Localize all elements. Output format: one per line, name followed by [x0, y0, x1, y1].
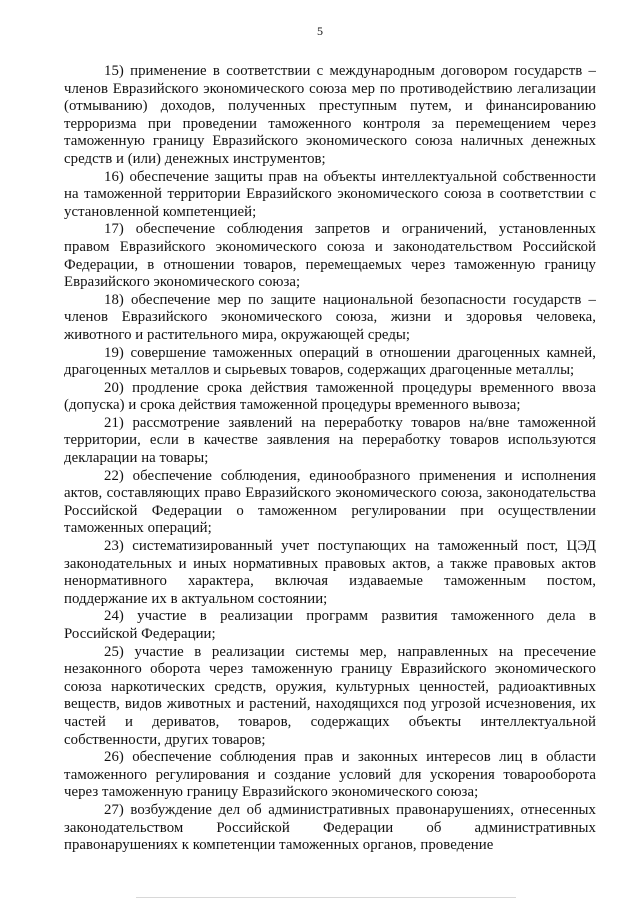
document-body	[64, 63, 596, 855]
list-item-19: 19) совершение таможенных операций в отношении драгоценных камней, драгоценных металлов и сырьевых товаров, содержащих драгоценные металлы;	[64, 344, 596, 379]
list-item-18: 18) обеспечение мер по защите национальной безопасности государств – членов Евразийского экономического союза, жизни и здоровья человека, животного и растительного мира, окружающей среды;	[64, 291, 596, 343]
page-bottom-edge	[136, 897, 516, 898]
list-item-20: 20) продление срока действия таможенной процедуры временного ввоза (допуска) и срока действия таможенной процедуры временного вывоза;	[64, 379, 596, 414]
list-item-16: 16) обеспечение защиты прав на объекты интеллектуальной собственности на таможенной территории Евразийского экономического союза в соответствии с установленной компетенцией;	[64, 168, 596, 220]
list-item-17: 17) обеспечение соблюдения запретов и ограничений, установленных правом Евразийского экономического союза и законодательством Российской Федерации, в отношении товаров, перемещаемых через таможенную границу Евразийского экономического союза;	[64, 221, 596, 291]
list-item-15: 15) применение в соответствии с международным договором государств – членов Евразийского экономического союза мер по противодействию легализации (отмыванию) доходов, полученных преступным путем, и финансированию терроризма при проведении таможенного контроля за перемещением через таможенную границу Евразийского экономического союза наличных денежных средств и (или) денежных инструментов;	[64, 63, 596, 167]
list-item-26: 26) обеспечение соблюдения прав и законных интересов лиц в области таможенного регулирования и создание условий для ускорения товарооборота через таможенную границу Евразийского экономического союза;	[64, 749, 596, 801]
list-item-22: 22) обеспечение соблюдения, единообразного применения и исполнения актов, составляющих право Евразийского экономического союза, законодательства Российской Федерации о таможенном регулировании при осуществлении таможенных операций;	[64, 467, 596, 537]
list-item-24: 24) участие в реализации программ развития таможенного дела в Российской Федерации;	[64, 608, 596, 642]
list-item-25: 25) участие в реализации системы мер, направленных на пресечение незаконного оборота через таможенную границу Евразийского экономического союза наркотических средств, оружия, культурных ценностей, радиоактивных веществ, видов животных и растений, находящихся под угрозой исчезновения, их частей и дериватов, товаров, содержащих объекты интеллектуальной собственности, других товаров;	[64, 643, 596, 748]
page-number: 5	[317, 24, 323, 38]
list-item-21: 21) рассмотрение заявлений на переработку товаров на/вне таможенной территории, если в качестве заявления на переработку товаров используются декларации на товары;	[64, 414, 596, 467]
list-item-23: 23) систематизированный учет поступающих на таможенный пост, ЦЭД законодательных и иных нормативных правовых актов, а также правовых актов ненормативного характера, включая издаваемые таможенным постом, поддержание их в актуальном состоянии;	[64, 538, 596, 607]
list-item-27: 27) возбуждение дел об административных правонарушениях, отнесенных законодательством Российской Федерации об административных правонарушениях к компетенции таможенных органов, проведение	[64, 801, 596, 854]
